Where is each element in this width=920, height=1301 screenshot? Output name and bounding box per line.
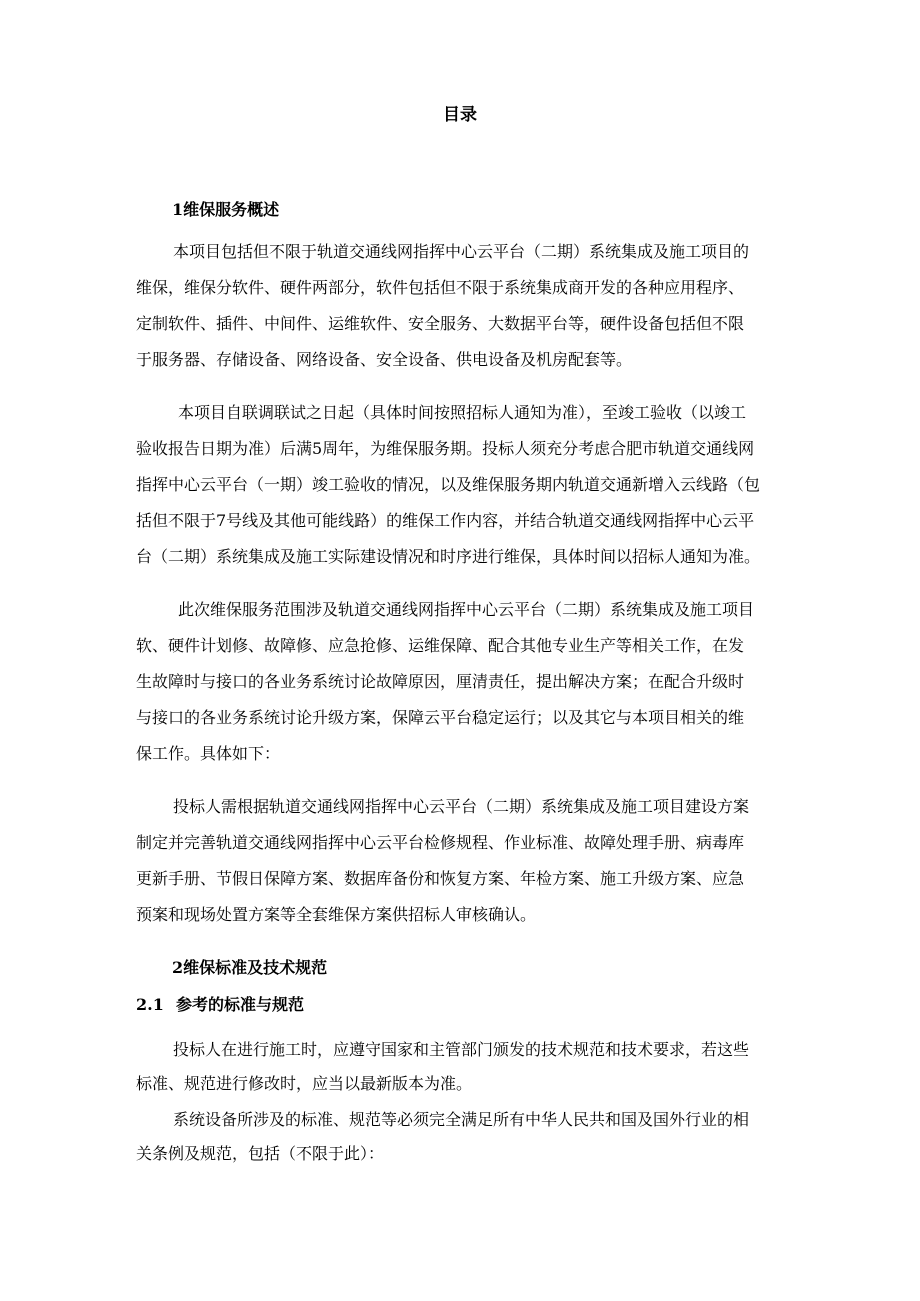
section-1-paragraph-2 xyxy=(136,395,786,575)
paragraph-line: 定制软件、插件、中间件、运维软件、安全服务、大数据平台等，硬件设备包括但不限 xyxy=(136,314,745,333)
subsection-title: 参考的标准与规范 xyxy=(176,995,305,1014)
paragraph-line: 关条例及规范，包括（不限于此）： xyxy=(136,1144,385,1163)
section-1-paragraph-3 xyxy=(136,592,786,772)
paragraph-line: 投标人需根据轨道交通线网指挥中心云平台（二期）系统集成及施工项目建设方案 xyxy=(173,797,750,816)
paragraph-line: 标准、规范进行修改时，应当以最新版本为准。 xyxy=(136,1074,473,1093)
paragraph-line: 生故障时与接口的各业务系统讨论故障原因，厘清责任，提出解决方案；在配合升级时 xyxy=(136,672,745,691)
subsection-2-1-heading xyxy=(136,993,304,1017)
paragraph-line: 台（二期）系统集成及施工实际建设情况和时序进行维保，具体时间以招标人通知为准。 xyxy=(136,547,761,566)
section-2-paragraph-1 xyxy=(136,1033,786,1101)
paragraph-line: 预案和现场处置方案等全套维保方案供招标人审核确认。 xyxy=(136,905,537,924)
paragraph-line: 系统设备所涉及的标准、规范等必须完全满足所有中华人民共和国及国外行业的相 xyxy=(173,1110,750,1129)
paragraph-line: 于服务器、存储设备、网络设备、安全设备、供电设备及机房配套等。 xyxy=(136,350,633,369)
paragraph-line: 本项目包括但不限于轨道交通线网指挥中心云平台（二期）系统集成及施工项目的 xyxy=(173,242,750,261)
paragraph-line: 此次维保服务范围涉及轨道交通线网指挥中心云平台（二期）系统集成及施工项目 xyxy=(178,600,755,619)
section-1-paragraph-4 xyxy=(136,789,786,933)
paragraph-line: 维保，维保分软件、硬件两部分，软件包括但不限于系统集成商开发的各种应用程序、 xyxy=(136,278,745,297)
section-1-heading: 1维保服务概述 xyxy=(172,200,280,219)
paragraph-line: 指挥中心云平台（一期）竣工验收的情况，以及维保服务期内轨道交通新增入云线路（包 xyxy=(136,475,761,494)
subsection-number: 2.1 xyxy=(136,995,164,1014)
paragraph-line: 投标人在进行施工时，应遵守国家和主管部门颁发的技术规范和技术要求，若这些 xyxy=(173,1040,750,1059)
section-2-paragraph-2 xyxy=(136,1103,786,1171)
paragraph-line: 本项目自联调联试之日起（具体时间按照招标人通知为准），至竣工验收（以竣工 xyxy=(178,403,747,422)
section-2-heading: 2维保标准及技术规范 xyxy=(172,958,328,977)
document-title: 目录 xyxy=(443,105,477,125)
paragraph-line: 软、硬件计划修、故障修、应急抢修、运维保障、配合其他专业生产等相关工作，在发 xyxy=(136,636,745,655)
paragraph-line: 与接口的各业务系统讨论升级方案，保障云平台稳定运行；以及其它与本项目相关的维 xyxy=(136,708,745,727)
section-1-paragraph-1 xyxy=(136,234,786,378)
paragraph-line: 验收报告日期为准）后满5周年，为维保服务期。投标人须充分考虑合肥市轨道交通线网 xyxy=(136,439,755,458)
paragraph-line: 制定并完善轨道交通线网指挥中心云平台检修规程、作业标准、故障处理手册、病毒库 xyxy=(136,833,745,852)
paragraph-line: 更新手册、节假日保障方案、数据库备份和恢复方案、年检方案、施工升级方案、应急 xyxy=(136,869,745,888)
paragraph-line: 括但不限于7号线及其他可能线路）的维保工作内容，并结合轨道交通线网指挥中心云平 xyxy=(136,511,755,530)
paragraph-line: 保工作。具体如下： xyxy=(136,744,281,763)
